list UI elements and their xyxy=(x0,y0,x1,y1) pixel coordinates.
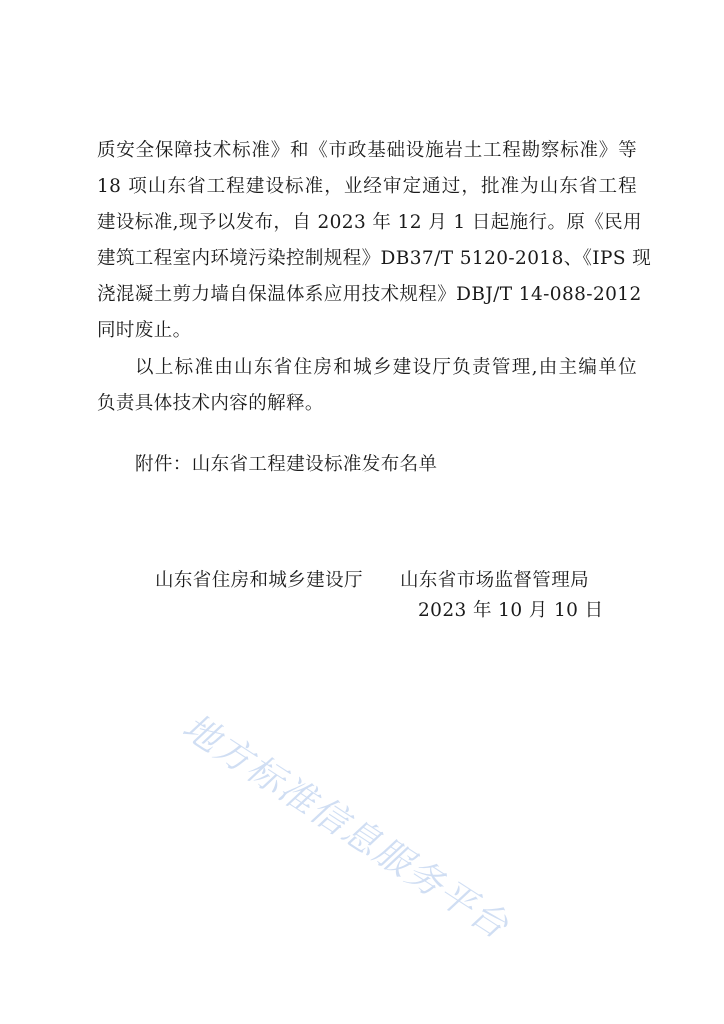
issuer-market-bureau: 山东省市场监督管理局 xyxy=(400,570,590,591)
body-line-6: 同时废止。 xyxy=(97,320,192,341)
para2-line-1: 以上标准由山东省住房和城乡建设厅负责管理,由主编单位 xyxy=(135,357,637,378)
para2-line-2: 负责具体技术内容的解释。 xyxy=(97,393,324,414)
body-line-1: 质安全保障技术标准》和《市政基础设施岩土工程勘察标准》等 xyxy=(97,140,637,161)
body-line-5: 浇混凝土剪力墙自保温体系应用技术规程》DBJ/T 14-088-2012 xyxy=(97,284,642,305)
body-line-2: 18 项山东省工程建设标准，业经审定通过，批准为山东省工程 xyxy=(97,176,637,197)
body-line-4: 建筑工程室内环境污染控制规程》DB37/T 5120-2018、《IPS 现 xyxy=(97,248,652,269)
issue-date: 2023 年 10 月 10 日 xyxy=(418,600,604,621)
body-line-3: 建设标准,现予以发布，自 2023 年 12 月 1 日起施行。原《民用 xyxy=(97,212,642,233)
watermark-text: 地方标准信息服务平台 xyxy=(175,706,517,948)
issuer-housing-dept: 山东省住房和城乡建设厅 xyxy=(155,570,363,591)
attachment-line: 附件：山东省工程建设标准发布名单 xyxy=(135,454,438,475)
